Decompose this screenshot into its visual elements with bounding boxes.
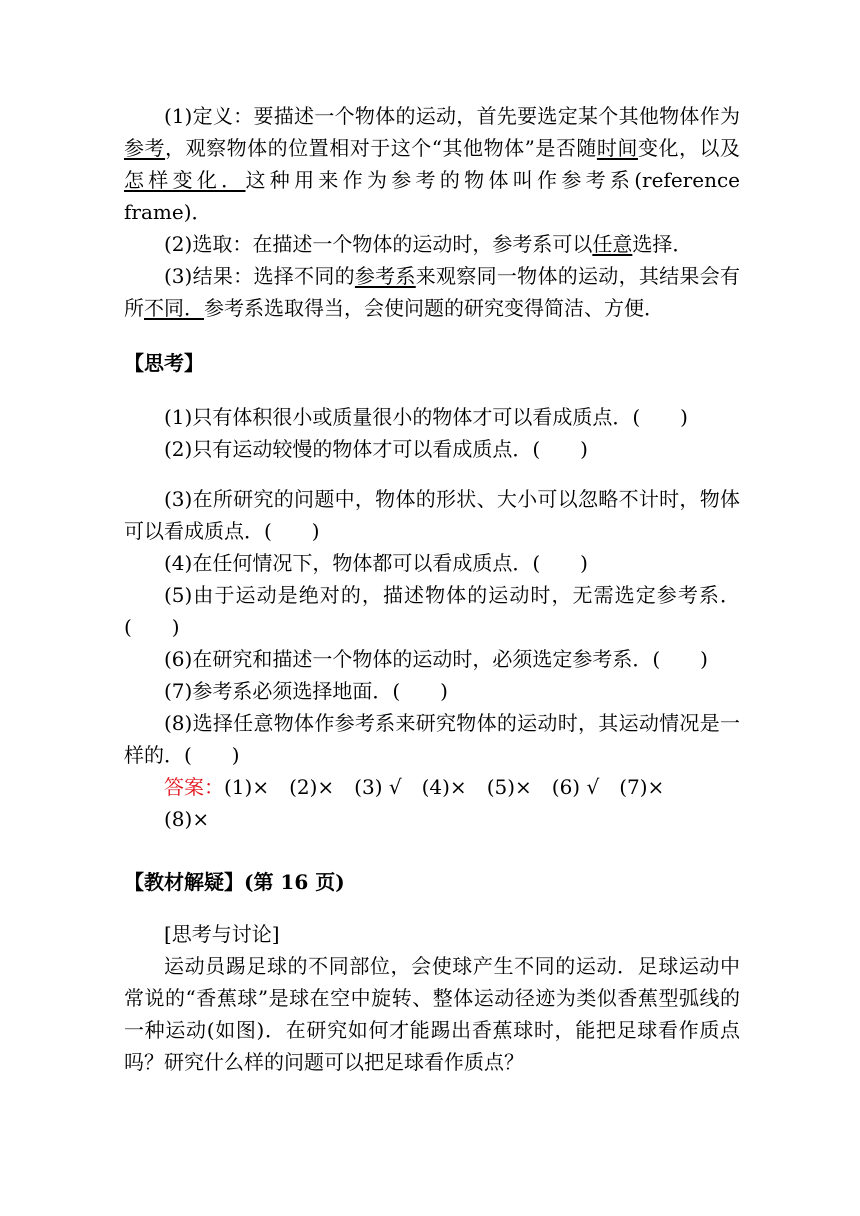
spacer	[124, 465, 740, 483]
question-1: (1)只有体积很小或质量很小的物体才可以看成质点．( )	[164, 405, 688, 429]
discussion-body: 运动员踢足球的不同部位，会使球产生不同的运动．足球运动中常说的“香蕉球”是球在空中旋转、整体运动径迹为类似香蕉型弧线的一种运动(如图)．在研究如何才能踢出香蕉球时，能把足球看作质点吗？研究什么样的问题可以把足球看作质点？	[124, 954, 740, 1074]
result-text: 参考系选取得当，会使问题的研究变得简洁、方便．	[204, 296, 664, 320]
selection-text: 选择．	[632, 232, 693, 256]
result-text: (3)结果：选择不同的	[164, 264, 355, 288]
underline-reference: 参考	[124, 136, 166, 160]
definition-text: (1)定义：要描述一个物体的运动，首先要选定某个其他物体作为	[164, 104, 740, 128]
underline-time: 时间	[596, 136, 638, 160]
document-page	[124, 100, 740, 1078]
question-8: (8)选择任意物体作参考系来研究物体的运动时，其运动情况是一样的．( )	[124, 711, 740, 767]
result-text: 来观察同一物体的运动，其结果会有所	[124, 264, 741, 320]
definition-text: 变化，以及	[637, 136, 741, 160]
textbook-heading: 【教材解疑】(第 16 页)	[124, 870, 345, 894]
think-heading: 【思考】	[124, 351, 204, 375]
answer-label: 答案：	[164, 775, 224, 799]
question-3: (3)在所研究的问题中，物体的形状、大小可以忽略不计时，物体可以看成质点．( )	[124, 487, 740, 543]
question-2: (2)只有运动较慢的物体才可以看成质点．( )	[164, 437, 588, 461]
definition-text: ，观察物体的位置相对于这个“其他物体”是否随	[165, 136, 597, 160]
answer-line-2: (8)×	[164, 807, 210, 831]
definition-paragraph	[124, 100, 740, 228]
underline-how-change: 怎样变化．	[124, 168, 246, 192]
question-5: (5)由于运动是绝对的，描述物体的运动时，无需选定参考系．( )	[124, 583, 740, 639]
spacer	[124, 379, 740, 401]
underline-reference-frame: 参考系	[354, 264, 416, 288]
definition-text: 这种用来作为参考的物体叫作参考系(reference frame)．	[124, 168, 740, 224]
question-6: (6)在研究和描述一个物体的运动时，必须选定参考系．( )	[164, 647, 708, 671]
answer-values: (1)× (2)× (3) √ (4)× (5)× (6) √ (7)×	[224, 775, 665, 799]
selection-text: (2)选取：在描述一个物体的运动时，参考系可以	[164, 232, 593, 256]
underline-different: 不同．	[144, 296, 204, 320]
selection-paragraph	[124, 228, 740, 260]
underline-arbitrary: 任意	[592, 232, 633, 256]
question-7: (7)参考系必须选择地面．( )	[164, 679, 448, 703]
answer-line	[124, 771, 740, 803]
discussion-subheading: [思考与讨论]	[164, 922, 280, 946]
question-4: (4)在任何情况下，物体都可以看成质点．( )	[164, 551, 588, 575]
result-paragraph	[124, 260, 740, 324]
spacer	[124, 898, 740, 918]
